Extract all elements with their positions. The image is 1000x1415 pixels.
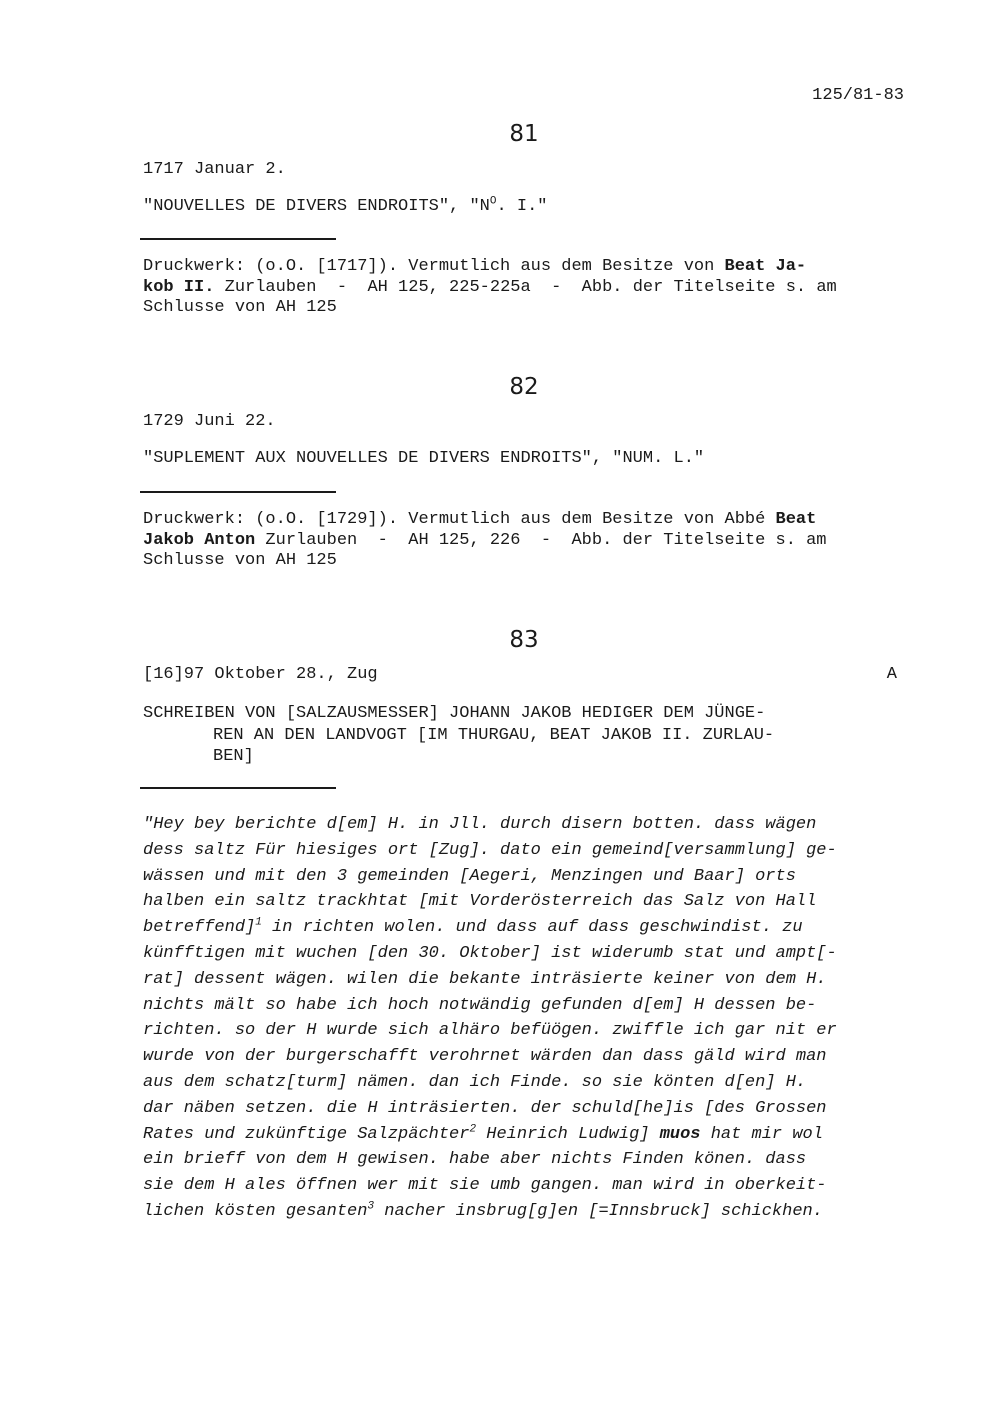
footnote-ref: 2 [469, 1122, 477, 1135]
divider-rule [140, 491, 336, 493]
entry-title: "SUPLEMENT AUX NOUVELLES DE DIVERS ENDROITS", "NUM. L." [143, 449, 705, 468]
entry-title: SCHREIBEN VON [SALZAUSMESSER] JOHANN JAKOB HEDIGER DEM JÜNGE- REN AN DEN LANDVOGT [IM THURGAU, BEAT JAKOB II. ZURLAU- BEN] [143, 704, 775, 766]
entry-marker: A [886, 665, 897, 684]
divider-rule [140, 787, 336, 789]
footnote-ref: 3 [367, 1200, 375, 1213]
footnote-ref: 1 [255, 916, 262, 929]
page-reference: 125/81-83 [812, 86, 904, 105]
letter-text: "Hey bey berichte d[em] H. in Jll. durch disern botten. dass wägen dess saltz Für hiesiges ort [Zug]. dato ein gemeind[versammlung] ge- wässen und mit den 3 gemeinden [Aegeri, Menzingen und Baar] orts halben ein saltz trackhtat [mit Vorderösterreich das Salz von Hall betreffend]$^1$ in richten wolen. und dass auf dass geschwindist. zu künfftigen mit wuchen [den 30. Oktober] ist widerumb stat und ampt[- rat] dessent wägen. wilen die bekante inträsierte keiner von dem H. nichts mält so habe ich hoch notwändig gefunden d[em] H dessen be- richten. so der H wurde sich alhäro befüögen. zwiffle ich gar nit er wurde von der burgerschafft verohrnet wärden dan dass gäld wird man aus dem schatz[turm] nämen. dan ich Finde. so sie könten d[en] H. dar näben setzen. die H inträsierten. der schuld[he]is [des Grossen Rates und zukünftige Salzpächter$^2$ Heinrich Ludwig] muos hat mir wol ein brieff von dem H gewisen. habe aber nichts Finden könen. dass sie dem H ales öffnen wer mit sie umb gangen. man wird in oberkeit- lichen kösten gesanten$^3$ nacher insbrug[g]en [=Innsbruck] schickhen. [143, 815, 837, 1221]
entry-note: Druckwerk: (o.O. [1717]). Vermutlich aus dem Besitze von Beat Ja- kob II. Zurlauben - AH 125, 225-225a - Abb. der Titelseite s. am Schlusse von AH 125 [143, 257, 837, 317]
divider-rule [140, 238, 336, 240]
entry-date: 1717 Januar 2. [143, 160, 286, 179]
entry-date: [16]97 Oktober 28., Zug [143, 665, 378, 684]
entry-note: Druckwerk: (o.O. [1729]). Vermutlich aus dem Besitze von Abbé Beat Jakob Anton Zurlauben - AH 125, 226 - Abb. der Titelseite s. am Schlusse von AH 125 [143, 510, 827, 570]
entry-title: "NOUVELLES DE DIVERS ENDROITS", "$N^O$. I." [143, 195, 548, 216]
entry-date: 1729 Juni 22. [143, 412, 276, 431]
entry-number: 82 [509, 374, 539, 400]
entry-number: 83 [509, 627, 539, 653]
entry-number: 81 [509, 121, 539, 147]
